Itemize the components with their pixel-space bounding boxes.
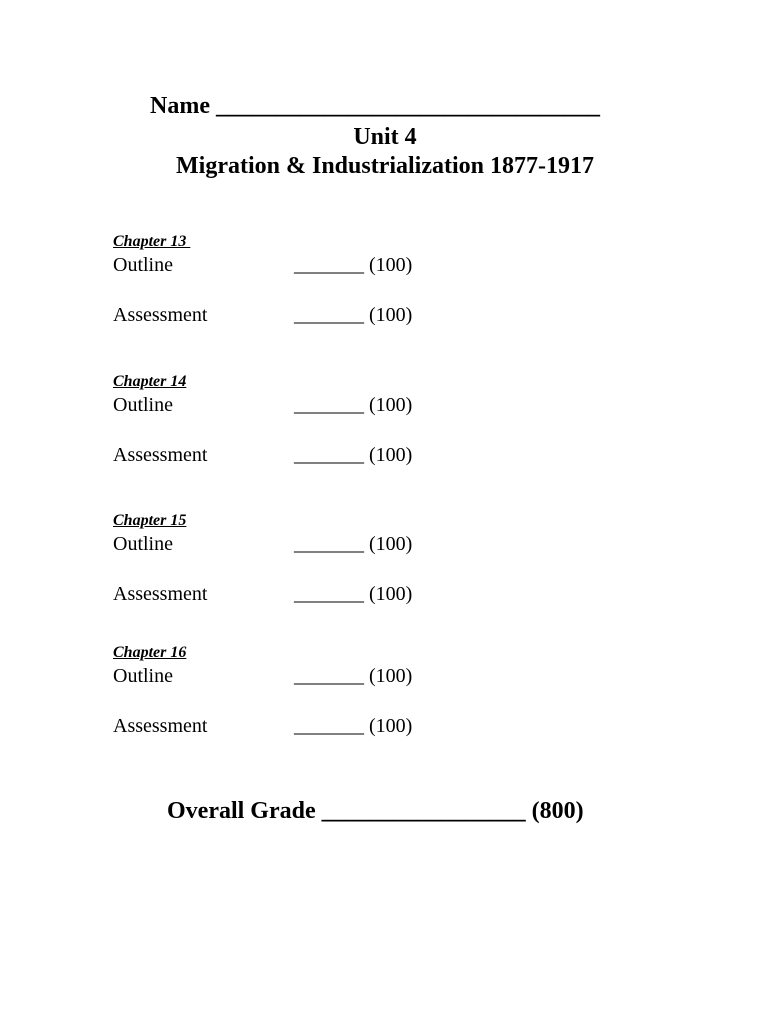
assessment-row — [113, 582, 513, 606]
unit-subtitle: Migration & Industrialization 1877-1917 — [176, 153, 594, 179]
chapter-14-section — [113, 371, 513, 467]
chapter-heading: Chapter 16 — [113, 644, 187, 661]
assessment-row — [113, 303, 513, 327]
outline-row — [113, 393, 513, 417]
score-blank: _______ (100) — [294, 254, 413, 276]
assessment-row — [113, 443, 513, 467]
chapter-heading: Chapter 13 — [113, 233, 191, 250]
chapter-13-section — [113, 231, 513, 327]
item-label: Assessment — [113, 715, 208, 737]
score-blank: _______ (100) — [294, 665, 413, 687]
item-label: Assessment — [113, 444, 208, 466]
score-blank: _______ (100) — [294, 583, 413, 605]
score-blank: _______ (100) — [294, 533, 413, 555]
chapter-16-section — [113, 642, 513, 738]
outline-row — [113, 253, 513, 277]
score-blank: _______ (100) — [294, 444, 413, 466]
score-blank: _______ (100) — [294, 304, 413, 326]
item-label: Outline — [113, 394, 173, 416]
item-label: Outline — [113, 665, 173, 687]
item-label: Assessment — [113, 583, 208, 605]
name-line: Name ________________________________ — [150, 93, 600, 119]
outline-row — [113, 664, 513, 688]
chapter-heading: Chapter 14 — [113, 373, 187, 390]
chapter-heading: Chapter 15 — [113, 512, 187, 529]
assessment-row — [113, 714, 513, 738]
item-label: Outline — [113, 254, 173, 276]
chapter-15-section — [113, 510, 513, 606]
outline-row — [113, 532, 513, 556]
item-label: Assessment — [113, 304, 208, 326]
item-label: Outline — [113, 533, 173, 555]
unit-title: Unit 4 — [353, 124, 417, 150]
score-blank: _______ (100) — [294, 715, 413, 737]
overall-grade-line: Overall Grade _________________ (800) — [167, 798, 584, 824]
score-blank: _______ (100) — [294, 394, 413, 416]
